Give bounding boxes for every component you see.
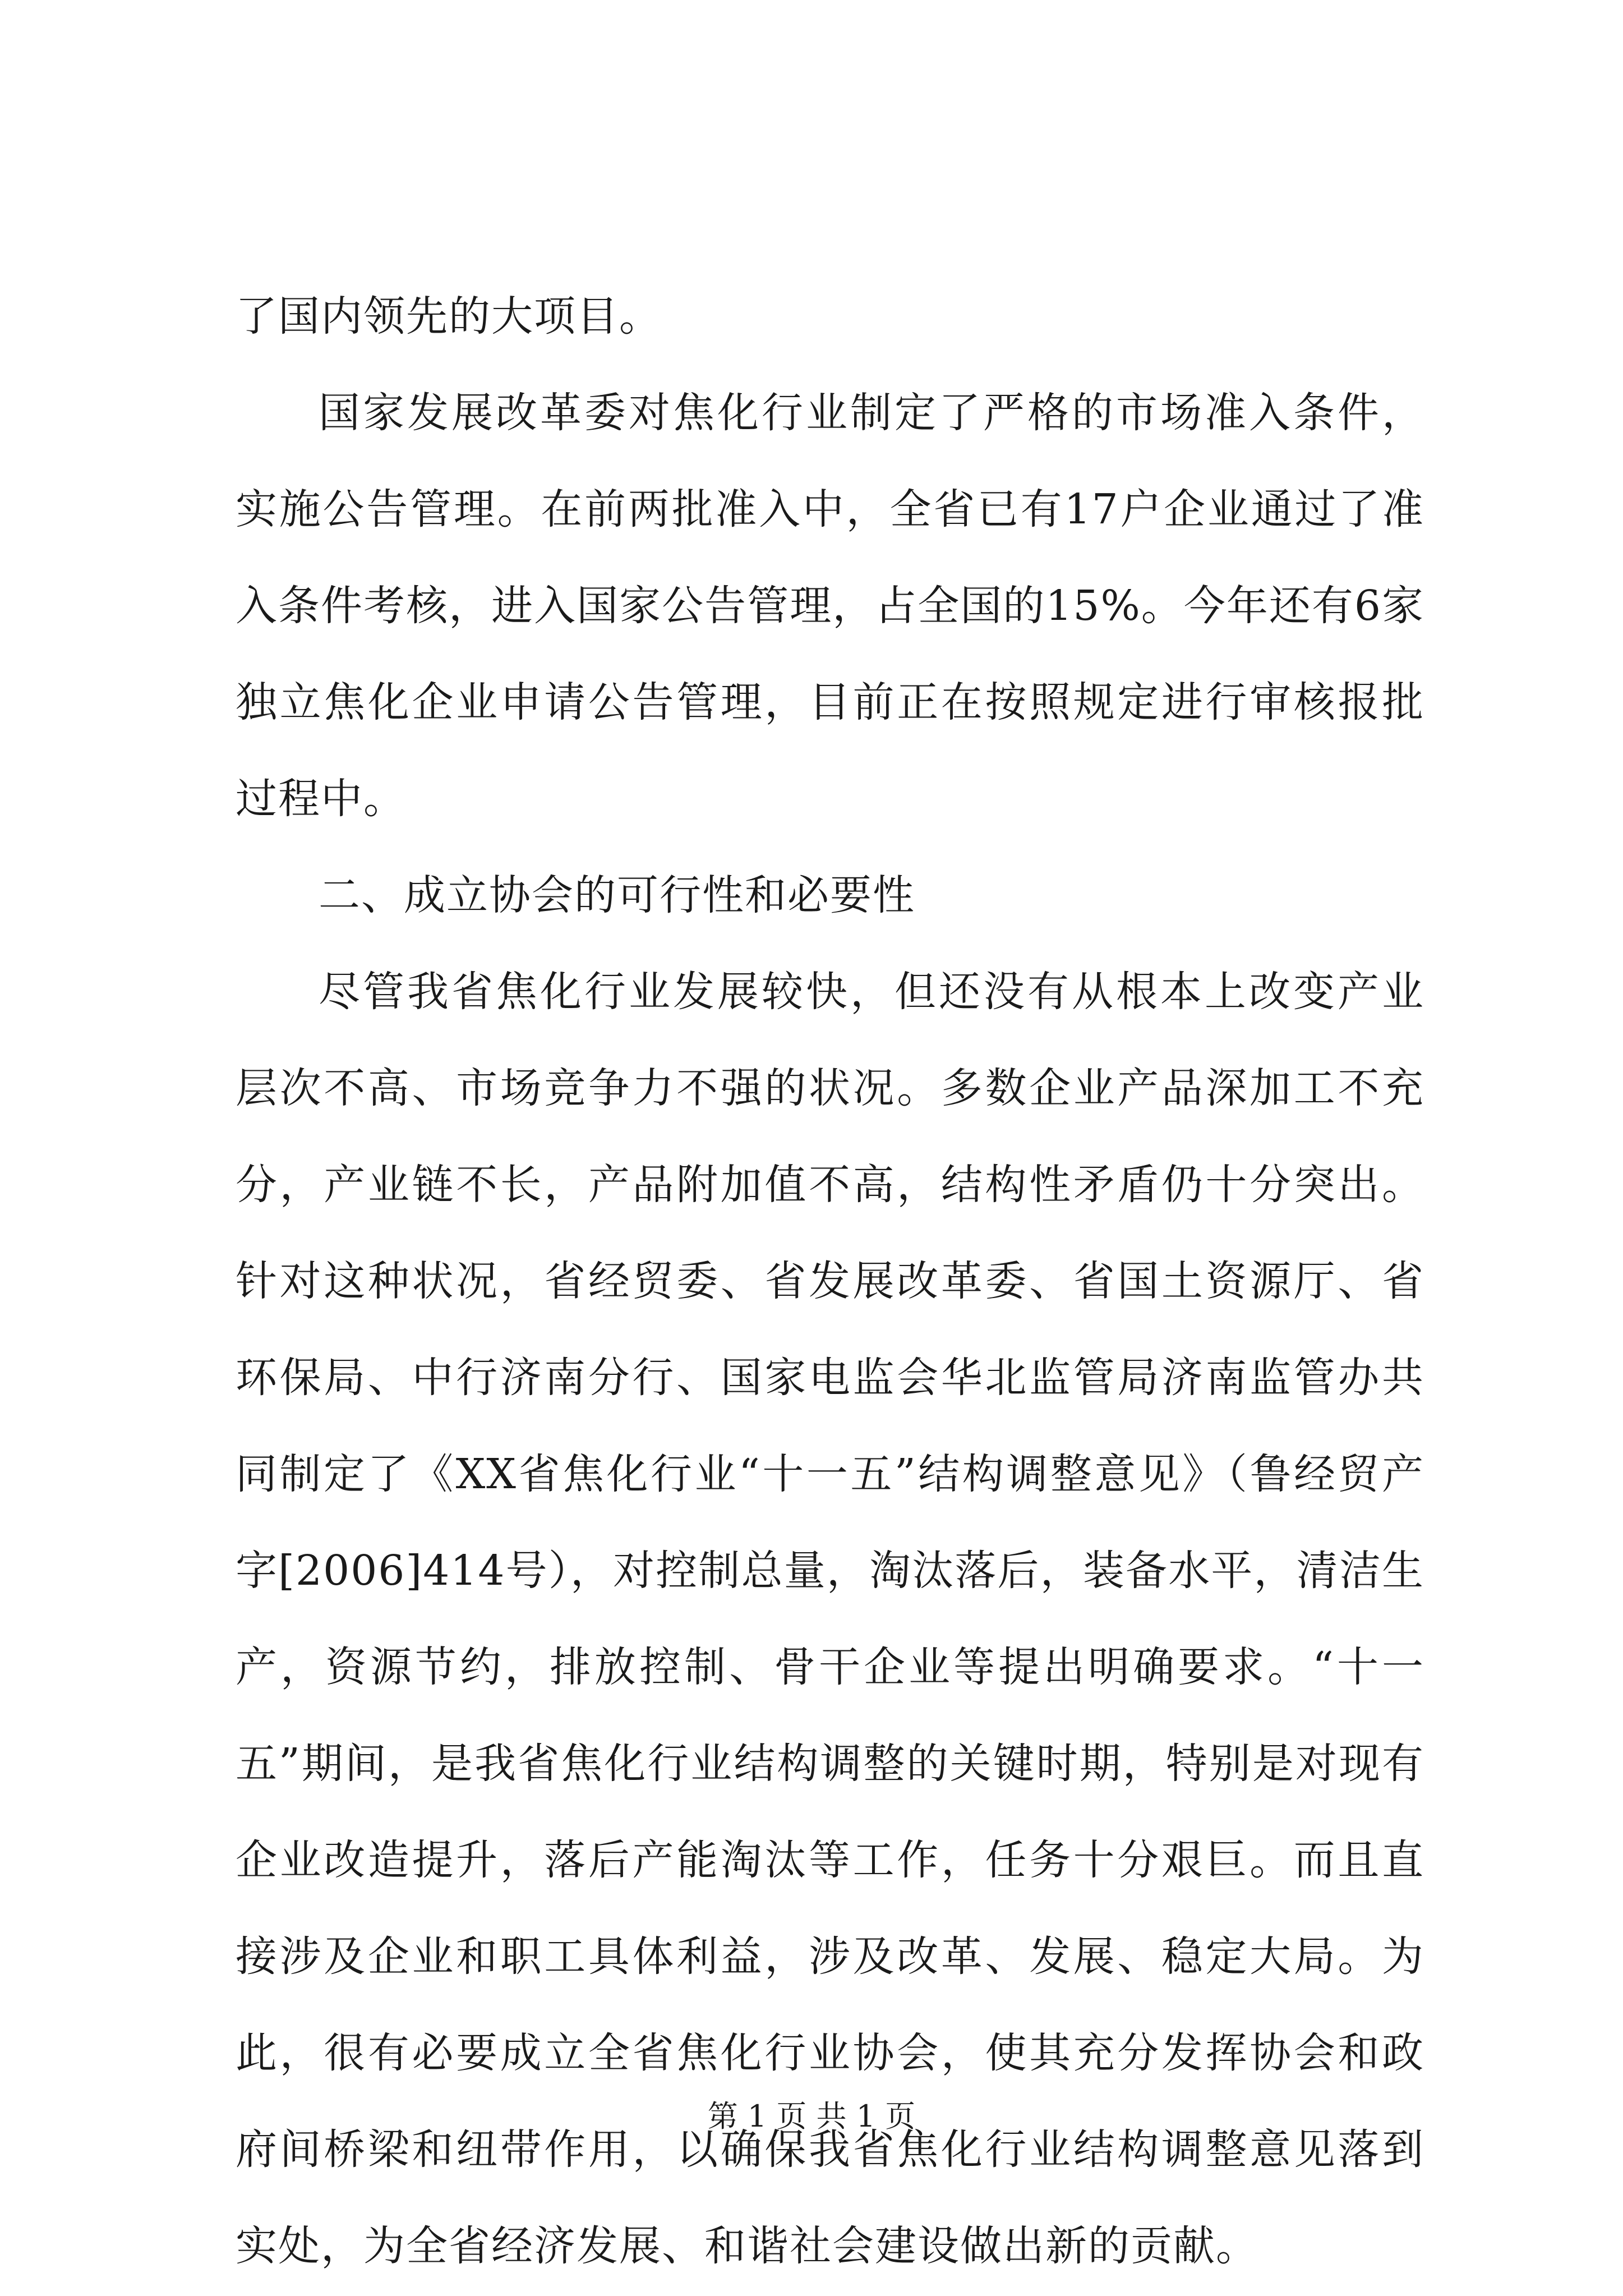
document-body <box>236 268 1424 2294</box>
paragraph-market-access: 国家发展改革委对焦化行业制定了严格的市场准入条件，实施公告管理。在前两批准入中，全省已有17户企业通过了准入条件考核，进入国家公告管理，占全国的15%。今年还有6家独立焦化企业申请公告管理，目前正在按照规定进行审核报批过程中。 <box>236 389 1424 823</box>
page-footer: 第 1 页 共 1 页 <box>707 2099 916 2134</box>
paragraph-necessity: 尽管我省焦化行业发展较快，但还没有从根本上改变产业层次不高、市场竞争力不强的状况。多数企业产品深加工不充分，产业链不长，产品附加值不高，结构性矛盾仍十分突出。针对这种状况，省经贸委、省发展改革委、省国土资源厅、省环保局、中行济南分行、国家电监会华北监管局济南监管办共同制定了《XX省焦化行业“十一五”结构调整意见》（鲁经贸产字[2006]414号），对控制总量，淘汰落后，装备水平，清洁生产，资源节约，排放控制、骨干企业等提出明确要求。“十一五”期间，是我省焦化行业结构调整的关键时期，特别是对现有企业改造提升，落后产能淘汰等工作，任务十分艰巨。而且直接涉及企业和职工具体利益，涉及改革、发展、稳定大局。为此，很有必要成立全省焦化行业协会，使其充分发挥协会和政府间桥梁和纽带作用，以确保我省焦化行业结构调整意见落到实处，为全省经济发展、和谐社会建设做出新的贡献。 <box>236 968 1424 2270</box>
section-heading: 二、成立协会的可行性和必要性 <box>319 871 915 919</box>
paragraph-continuation: 了国内领先的大项目。 <box>236 292 662 341</box>
